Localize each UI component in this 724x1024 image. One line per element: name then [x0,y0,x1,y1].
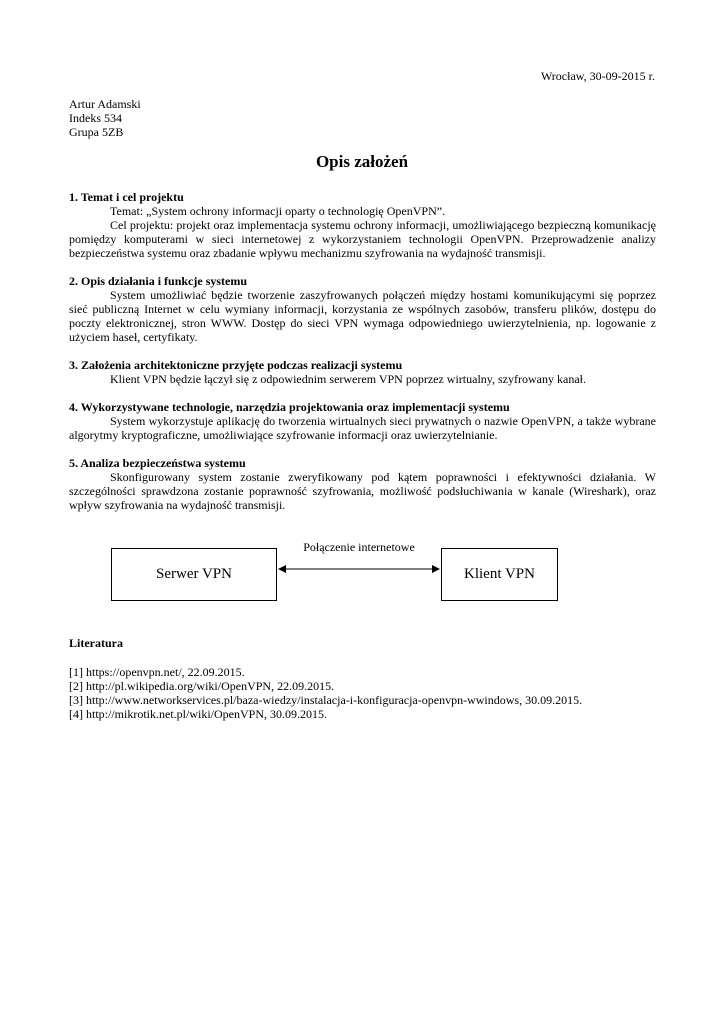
client-label: Klient VPN [464,566,535,582]
section-heading: 2. Opis działania i funkcje systemu [69,274,248,288]
document-body [69,190,656,526]
section-heading: 4. Wykorzystywane technologie, narzędzia projektowania oraz implementacji systemu [69,400,510,414]
connection-label: Połączenie internetowe [303,540,415,554]
section-heading: 5. Analiza bezpieczeństwa systemu [69,456,246,470]
section-paragraph: Klient VPN będzie łączył się z odpowiednim serwerem VPN poprzez wirtualny, szyfrowany kanał. [110,372,586,386]
section-security [69,456,656,512]
literature-item: [1] https://openvpn.net/, 22.09.2015. [69,665,245,679]
section-paragraph: Temat: „System ochrony informacji oparty o technologię OpenVPN”. [110,204,446,218]
section-paragraph: Skonfigurowany system zostanie zweryfikowany pod kątem poprawności i efektywności działania. W szczególności sprawdzona zostanie poprawność szyfrowania, możliwość podsłuchiwania w kanale (Wireshark), oraz wpływ szyfrowania na wydajność transmisji. [69,470,656,512]
section-paragraph: Cel projektu: projekt oraz implementacja systemu ochrony informacji, umożliwiającego bezpieczną komunikację pomiędzy komputerami w sieci internetowej z wykorzystaniem technologii OpenVPN. Przeprowadzenie analizy bezpieczeństwa systemu oraz zbadanie wpływu mechanizmu szyfrowania na wydajność transmisji. [69,218,656,260]
section-topic [69,190,656,260]
author-index: Indeks 534 [69,111,122,125]
author-name: Artur Adamski [69,97,141,111]
server-label: Serwer VPN [156,566,232,582]
section-paragraph: System umożliwiać będzie tworzenie zaszyfrowanych połączeń między hostami komunikującymi się poprzez sieć publiczną Internet w celu wymiany informacji, korzystania ze wspólnych zasobów, transferu plików, dostępu do poczty elektronicznej, stron WWW. Dostęp do sieci VPN wymaga odpowiedniego uwierzytelnienia, np. logowanie z użyciem haseł, certyfikaty. [69,288,656,344]
section-description [69,274,656,344]
section-architecture [69,358,656,386]
section-technologies [69,400,656,442]
document-date: Wrocław, 30-09-2015 r. [540,69,655,83]
server-box [111,548,277,601]
section-heading: 1. Temat i cel projektu [69,190,184,204]
section-heading: 3. Założenia architektoniczne przyjęte podczas realizacji systemu [69,358,403,372]
literature-item: [2] http://pl.wikipedia.org/wiki/OpenVPN, 22.09.2015. [69,679,335,693]
section-paragraph: System wykorzystuje aplikację do tworzenia wirtualnych sieci prywatnych o nazwie OpenVPN, a także wybrane algorytmy kryptograficzne, umożliwiające szyfrowanie informacji oraz uwierzytelnianie. [69,414,656,442]
document-title: Opis założeń [315,152,409,171]
literature-list [69,665,582,721]
literature-item: [3] http://www.networkservices.pl/baza-wiedzy/instalacja-i-konfiguracja-openvpn-wwindows, 30.09.2015. [69,693,583,707]
client-box [441,548,558,601]
literature-heading: Literatura [69,636,123,650]
literature-item: [4] http://mikrotik.net.pl/wiki/OpenVPN, 30.09.2015. [69,707,327,721]
network-diagram [0,538,724,610]
author-block [69,97,141,139]
author-group: Grupa 5ZB [69,125,124,139]
literature-section [69,636,582,721]
